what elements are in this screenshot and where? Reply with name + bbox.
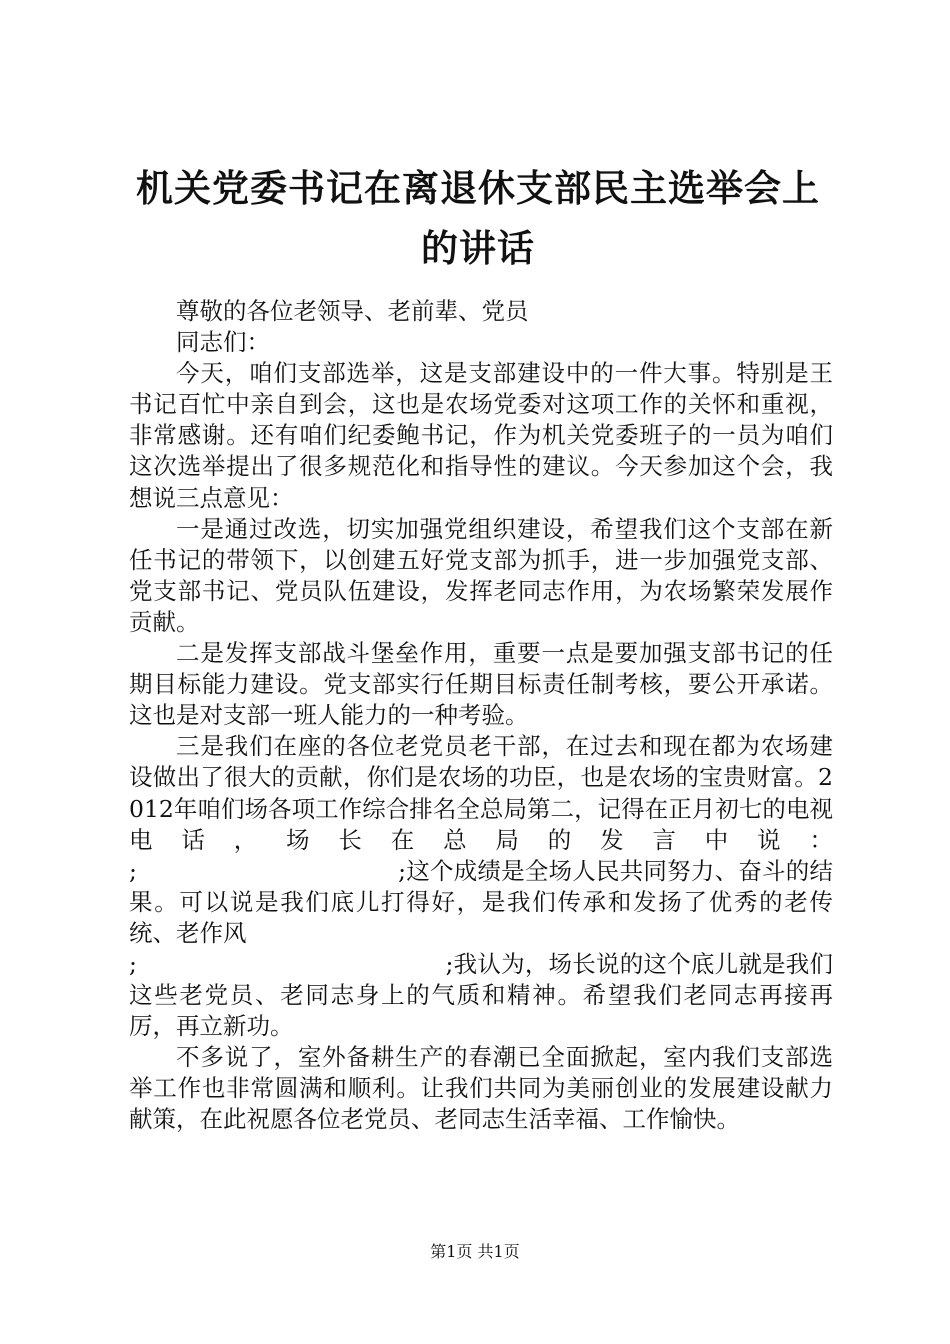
body-paragraph-continued: ; ;这个成绩是全场人民共同努力、奋斗的结果。可以说是我们底儿打得好，是我们传承和发扬了优秀的老传统、老作风	[129, 856, 833, 947]
body-paragraph: 不多说了，室外备耕生产的春潮已全面掀起，室内我们支部选举工作也非常圆满和顺利。让我们共同为美丽创业的发展建设献力献策，在此祝愿各位老党员、老同志生活幸福、工作愉快。	[129, 1043, 833, 1134]
document-title: 机关党委书记在离退休支部民主选举会上的讲话	[136, 166, 820, 270]
body-paragraph: 三是我们在座的各位老党员老干部，在过去和现在都为农场建设做出了很大的贡献，你们是农场的功臣，也是农场的宝贵财富。2012年咱们场各项工作综合排名全总局第二，记得在正月初七的电视电话，场长在总局的发言中说：	[129, 732, 833, 854]
salutation-line: 同志们：	[176, 328, 270, 357]
body-paragraph-continued: ; ;我认为，场长说的这个底儿就是我们这些老党员、老同志身上的气质和精神。希望我们老同志再接再厉，再立新功。	[129, 949, 833, 1041]
salutation-line: 尊敬的各位老领导、老前辈、党员	[176, 297, 529, 325]
body-paragraph: 今天，咱们支部选举，这是支部建设中的一件大事。特别是王书记百忙中亲自到会，这也是农场党委对这项工作的关怀和重视，非常感谢。还有咱们纪委鲍书记，作为机关党委班子的一员为咱们这次选举提出了很多规范化和指导性的建议。今天参加这个会，我想说三点意见：	[129, 359, 833, 512]
document-body	[129, 296, 833, 1136]
body-paragraph: 二是发挥支部战斗堡垒作用，重要一点是要加强支部书记的任期目标能力建设。党支部实行任期目标责任制考核，要公开承诺。这也是对支部一班人能力的一种考验。	[129, 639, 833, 730]
body-paragraph: 一是通过改选，切实加强党组织建设，希望我们这个支部在新任书记的带领下，以创建五好党支部为抓手，进一步加强党支部、党支部书记、党员队伍建设，发挥老同志作用，为农场繁荣发展作贡献。	[129, 514, 833, 636]
page-number-footer: 第1页 共1页	[430, 1242, 520, 1261]
